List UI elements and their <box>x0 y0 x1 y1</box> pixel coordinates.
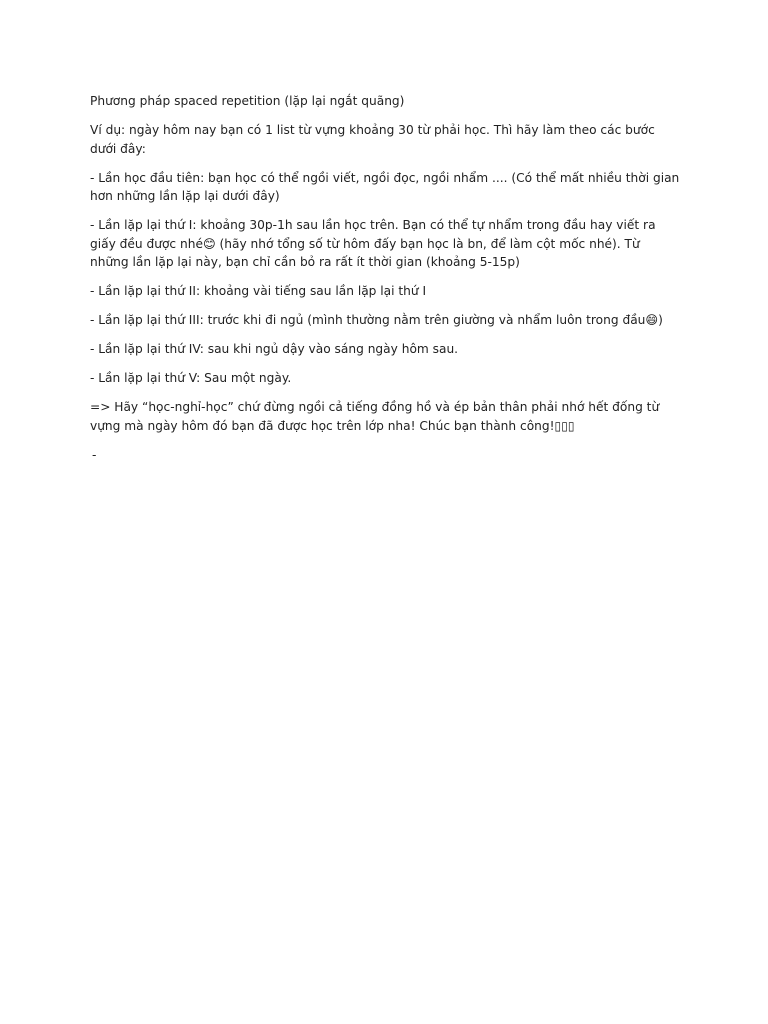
paragraph-conclusion: => Hãy “học-nghỉ-học” chứ đừng ngồi cả tiếng đồng hồ và ép bản thân phải nhớ hết đống từ vựng mà ngày hôm đó bạn đã được học trên lớp nha! Chúc bạn thành công!▯▯▯ <box>90 400 660 433</box>
paragraph-repetition-1: - Lần lặp lại thứ I: khoảng 30p-1h sau lần học trên. Bạn có thể tự nhẩm trong đầu hay viết ra giấy đều được nhé😊 (hãy nhớ tổng số từ hôm đấy bạn học là bn, để làm cột mốc nhé). Từ những lần lặp lại này, bạn chỉ cần bỏ ra rất ít thời gian (khoảng 5-15p) <box>90 218 656 269</box>
paragraph-repetition-3: - Lần lặp lại thứ III: trước khi đi ngủ (mình thường nằm trên giường và nhẩm luôn trong đầu😄) <box>90 313 663 327</box>
paragraph-first-study: - Lần học đầu tiên: bạn học có thể ngồi viết, ngồi đọc, ngồi nhẩm .... (Có thể mất nhiều thời gian hơn những lần lặp lại dưới đây) <box>90 170 680 203</box>
paragraph-repetition-4: - Lần lặp lại thứ IV: sau khi ngủ dậy vào sáng ngày hôm sau. <box>90 342 459 356</box>
document-body <box>90 92 680 475</box>
document-title: Phương pháp spaced repetition (lặp lại ngắt quãng) <box>90 94 405 108</box>
trailing-dash: - <box>92 447 97 462</box>
paragraph-example: Ví dụ: ngày hôm nay bạn có 1 list từ vựng khoảng 30 từ phải học. Thì hãy làm theo các bước dưới đây: <box>90 123 655 156</box>
paragraph-repetition-5: - Lần lặp lại thứ V: Sau một ngày. <box>90 371 292 385</box>
paragraph-repetition-2: - Lần lặp lại thứ II: khoảng vài tiếng sau lần lặp lại thứ I <box>90 284 427 298</box>
